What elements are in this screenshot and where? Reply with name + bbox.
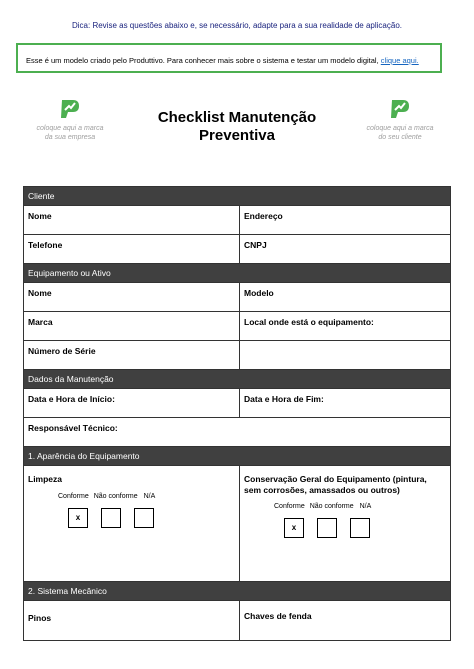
item-chaves <box>240 601 451 641</box>
check-na-label: N/A <box>359 503 372 510</box>
checkbox-group <box>28 508 235 528</box>
tip-text: Dica: Revise as questões abaixo e, se necessário, adapte para a sua realidade de aplicação. <box>72 21 402 30</box>
section-equipamento: Equipamento ou Ativo <box>24 264 451 283</box>
section-mecanico: 2. Sistema Mecânico <box>24 582 451 601</box>
check-nao-conforme-label: Não conforme <box>93 493 138 500</box>
section-manutencao: Dados da Manutenção <box>24 370 451 389</box>
field-modelo[interactable]: Modelo <box>240 283 451 312</box>
checklist-table <box>23 186 451 641</box>
check-header <box>28 493 235 500</box>
field-inicio[interactable]: Data e Hora de Início: <box>24 389 240 418</box>
field-marca[interactable]: Marca <box>24 312 240 341</box>
field-empty <box>240 341 451 370</box>
field-endereco[interactable]: Endereço <box>240 206 451 235</box>
right-logo-caption-2: do seu cliente <box>378 134 422 141</box>
field-responsavel[interactable]: Responsável Técnico: <box>24 418 451 447</box>
checkbox-na[interactable] <box>134 508 154 528</box>
item-conservacao <box>240 466 451 582</box>
checkbox-conforme[interactable]: x <box>68 508 88 528</box>
section-cliente: Cliente <box>24 187 451 206</box>
produttivo-logo-icon <box>59 98 81 120</box>
field-fim[interactable]: Data e Hora de Fim: <box>240 389 451 418</box>
item-limpeza-label: Limpeza <box>28 474 63 484</box>
info-text: Esse é um modelo criado pelo Produttivo. Para conhecer mais sobre o sistema e testar um modelo digital, <box>26 56 379 65</box>
info-link[interactable]: clique aqui. <box>380 56 419 65</box>
section-aparencia: 1. Aparência do Equipamento <box>24 447 451 466</box>
item-limpeza <box>24 466 240 582</box>
field-telefone[interactable]: Telefone <box>24 235 240 264</box>
field-local[interactable]: Local onde está o equipamento: <box>240 312 451 341</box>
field-cnpj[interactable]: CNPJ <box>240 235 451 264</box>
check-na-label: N/A <box>143 493 156 500</box>
checkbox-nao-conforme[interactable] <box>101 508 121 528</box>
right-logo <box>355 98 445 142</box>
left-logo <box>25 98 115 142</box>
field-nome-equipamento[interactable]: Nome <box>24 283 240 312</box>
item-pinos <box>24 601 240 641</box>
checkbox-conforme[interactable]: x <box>284 518 304 538</box>
field-nome[interactable]: Nome <box>24 206 240 235</box>
checkbox-nao-conforme[interactable] <box>317 518 337 538</box>
check-conforme-label: Conforme <box>274 503 305 510</box>
info-box <box>16 43 442 73</box>
title-line-1: Checklist Manutenção <box>157 109 317 126</box>
check-conforme-label: Conforme <box>58 493 89 500</box>
field-serie[interactable]: Número de Série <box>24 341 240 370</box>
right-logo-caption-1: coloque aqui a marca <box>366 125 434 132</box>
page-title <box>130 109 344 145</box>
left-logo-caption-2: da sua empresa <box>44 134 96 141</box>
checkbox-group <box>244 518 446 538</box>
item-conservacao-label: Conservação Geral do Equipamento (pintura, sem corrosões, amassados ou outros) <box>244 474 427 495</box>
item-pinos-label: Pinos <box>28 613 52 623</box>
check-header <box>244 503 446 510</box>
checkbox-na[interactable] <box>350 518 370 538</box>
left-logo-caption-1: coloque aqui a marca <box>36 125 104 132</box>
check-nao-conforme-label: Não conforme <box>309 503 354 510</box>
item-chaves-label: Chaves de fenda <box>244 611 312 621</box>
produttivo-logo-icon <box>389 98 411 120</box>
title-line-2: Preventiva <box>199 127 275 144</box>
